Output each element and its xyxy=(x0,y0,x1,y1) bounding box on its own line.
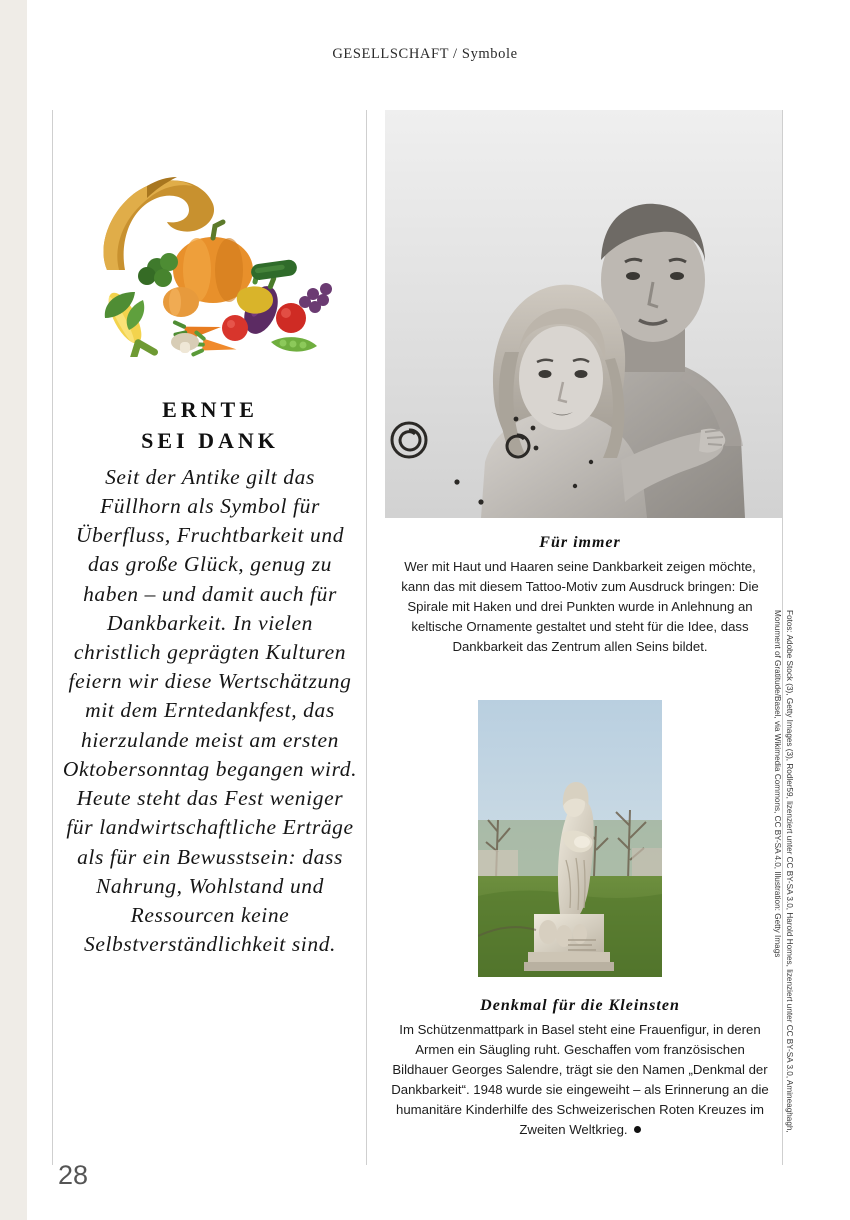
headline-line-1: ERNTE xyxy=(162,397,258,422)
top-figure-caption xyxy=(390,534,770,657)
bottom-caption-text: Im Schützenmattpark in Basel steht eine Frauenfigur, in deren Armen ein Säugling ruht. Geschaffen vom französischen Bildhauer Georges Salendre, trägt sie den Namen „Denkmal der Dankbarkeit“. 1948 wurde sie eingeweiht – als Erinnerung an die humanitäre Kinderhilfe des Schweizerischen Roten Kreuzes im Zweiten Weltkrieg. xyxy=(391,1022,769,1138)
running-head: GESELLSCHAFT / Symbole xyxy=(332,46,518,62)
lede-paragraph: Seit der Antike gilt das Füllhorn als Symbol für Überfluss, Fruchtbarkeit und das große Glück, genug zu haben – und damit auch für Dankbarkeit. In vielen christlich geprägten Kulturen feiern wir diese Wertschätzung mit dem Erntedankfest, das hierzulande meist am ersten Oktobersonntag begangen wird. Heute steht das Fest weniger für landwirtschaftliche Erträge als für ein Bewusstsein: dass Nahrung, Wohlstand und Ressourcen keine Selbstverständlichkeit sind. xyxy=(62,464,358,957)
page-title xyxy=(62,395,358,457)
bottom-caption-body xyxy=(390,1020,770,1140)
column-rule-left xyxy=(52,110,53,1165)
column-rule-middle xyxy=(366,110,367,1165)
bottom-figure-caption xyxy=(390,997,770,1140)
bottom-caption-title: Denkmal für die Kleinsten xyxy=(480,997,680,1014)
left-column xyxy=(62,110,358,960)
cornucopia-illustration xyxy=(85,142,335,357)
top-caption-body: Wer mit Haut und Haaren seine Dankbarkeit zeigen möchte, kann das mit diesem Tattoo-Motiv zum Ausdruck bringen: Die Spirale mit Haken und drei Punkten wurde in Anlehnung an keltische Ornamente gestaltet und steht für die Idee, dass Dankbarkeit das Zentrum allen Seins bildet. xyxy=(401,559,759,655)
headline-line-2: SEI DANK xyxy=(141,427,279,453)
monument-statue-photo xyxy=(478,700,662,977)
photo-credits: Fotos: Adobe Stock (3), Getty Images (3), Rodler59, lizenziert unter CC BY-SA 3.0, Harold Homes, lizenziert unter CC BY-SA 3.0, Amineaghagh, Monument of Gratitude/Basel, via Wikimedia Commons, CC BY-SA 4.0, Illustration: Getty Imags xyxy=(773,610,794,1133)
couple-tattoo-photo xyxy=(385,110,782,518)
top-caption-title: Für immer xyxy=(539,534,621,551)
page-number: 28 xyxy=(58,1160,89,1190)
end-of-article-dot xyxy=(634,1126,641,1133)
